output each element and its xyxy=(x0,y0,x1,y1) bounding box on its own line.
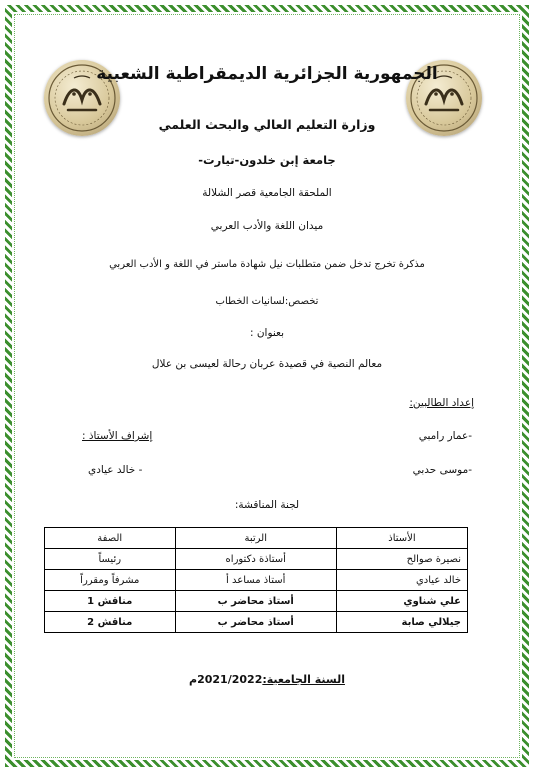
table-row xyxy=(45,612,468,633)
committee-table xyxy=(44,527,468,633)
table-cell: أستاذ محاضر ب xyxy=(175,612,336,633)
academic-year-label: السنة الجامعية: xyxy=(262,673,345,686)
title-label: بعنوان : xyxy=(249,327,285,339)
academic-year xyxy=(20,673,514,686)
column-header: الصفة xyxy=(45,528,176,549)
supervisor-name: - خالد عيادي xyxy=(88,464,143,476)
specialty-line: تخصص:لسانيات الخطاب xyxy=(215,296,319,307)
table-cell: مشرفاً ومقرراً xyxy=(45,570,176,591)
table-cell: أستاذ محاضر ب xyxy=(175,591,336,612)
annex-heading: الملحقة الجامعية قصر الشلالة xyxy=(202,187,332,199)
supervision-label: إشراف الأستاذ : xyxy=(82,430,153,442)
field-heading: ميدان اللغة والأدب العربي xyxy=(210,220,324,232)
table-header-row xyxy=(45,528,468,549)
table-cell: نصيرة صوالح xyxy=(336,549,467,570)
thesis-title: معالم النصية في قصيدة عربان رحالة لعيسى بن علال xyxy=(151,358,383,370)
table-cell: رئيساً xyxy=(45,549,176,570)
thesis-description: مذكرة تخرج تدخل ضمن متطلبات نيل شهادة ماستر في اللغة و الأدب العربي xyxy=(109,259,425,270)
students-label: إعداد الطالبين: xyxy=(409,397,474,409)
table-cell: أستاذ مساعد أ xyxy=(175,570,336,591)
table-cell: جيلالي صابة xyxy=(336,612,467,633)
table-row xyxy=(45,549,468,570)
ministry-heading: وزارة التعليم العالي والبحث العلمي xyxy=(158,117,376,132)
table-cell: علي شناوي xyxy=(336,591,467,612)
university-heading: جامعة إبن خلدون-تيارت- xyxy=(198,153,336,167)
table-row xyxy=(45,570,468,591)
table-cell: مناقش 1 xyxy=(45,591,176,612)
table-cell: مناقش 2 xyxy=(45,612,176,633)
column-header: الأستاذ xyxy=(336,528,467,549)
student-name: -عمار رامبي xyxy=(418,430,472,442)
table-cell: خالد عيادي xyxy=(336,570,467,591)
republic-heading: الجمهورية الجزائرية الديمقراطية الشعبية xyxy=(96,64,438,84)
table-row xyxy=(45,591,468,612)
student-name: -موسى حدبي xyxy=(412,464,472,476)
column-header: الرتبة xyxy=(175,528,336,549)
committee-label: لجنة المناقشة: xyxy=(234,499,300,511)
academic-year-value: 2021/2022م xyxy=(189,673,263,686)
table-cell: أستاذة دكتوراه xyxy=(175,549,336,570)
